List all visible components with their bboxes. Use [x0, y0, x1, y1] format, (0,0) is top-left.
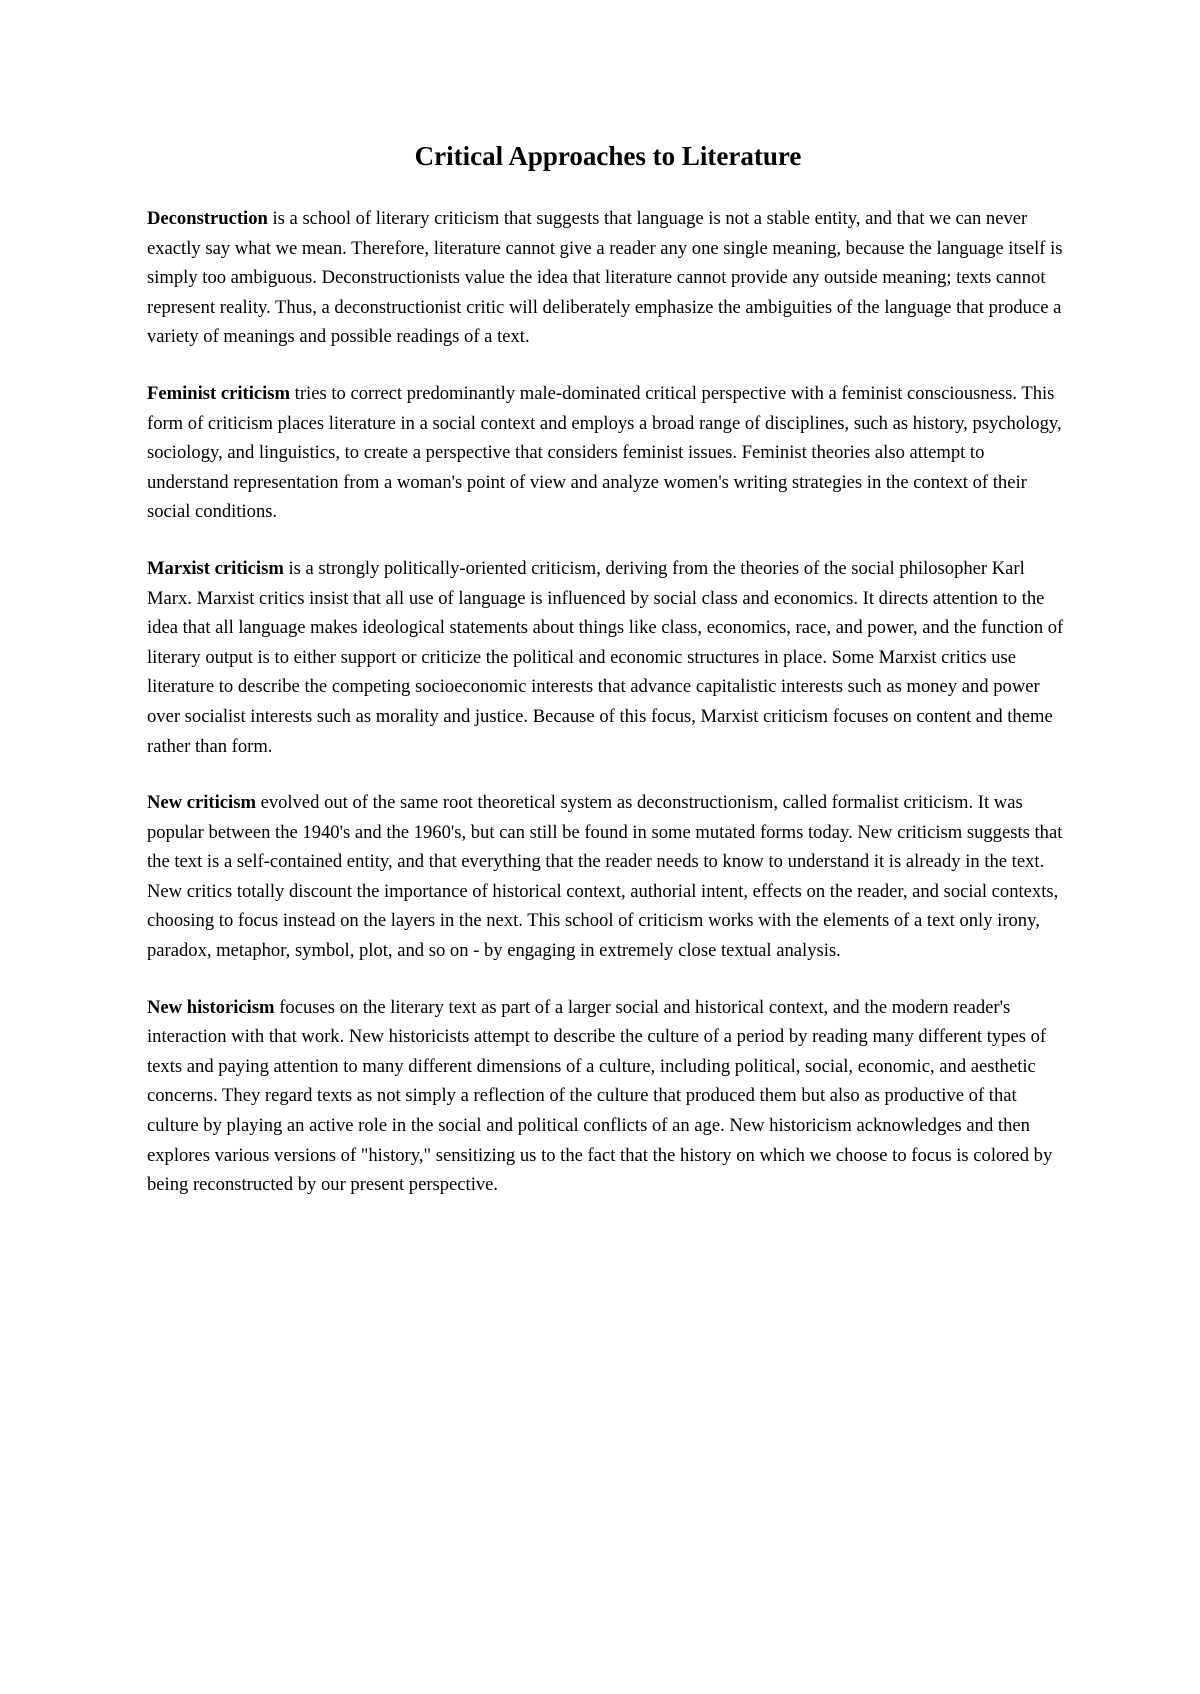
- section-new-historicism-text: focuses on the literary text as part of a larger social and historical context, and the modern reader's interaction with that work. New historicists attempt to describe the culture of a period by reading many different types of texts and paying attention to many different dimensions of a culture, including political, social, economic, and aesthetic concerns. They regard texts as not simply a reflection of the culture that produced them but also as productive of that culture by playing an active role in the social and political conflicts of an age. New historicism acknowledges and then explores various versions of "history," sensitizing us to the fact that the history on which we choose to focus is colored by being reconstructed by our present perspective.: [147, 996, 1053, 1196]
- term-new-historicism: New historicism: [147, 996, 275, 1018]
- section-feminist-criticism: [147, 379, 1069, 527]
- document-page: [147, 136, 1069, 1227]
- section-marxist-criticism-text: is a strongly politically-oriented criticism, deriving from the theories of the social philosopher Karl Marx. Marxist critics insist that all use of language is influenced by social class and economics. It directs attention to the idea that all language makes ideological statements about things like class, economics, race, and power, and the function of literary output is to either support or criticize the political and economic structures in place. Some Marxist critics use literature to describe the competing socioeconomic interests that advance capitalistic interests such as money and power over socialist interests such as morality and justice. Because of this focus, Marxist criticism focuses on content and theme rather than form.: [147, 557, 1064, 757]
- section-new-criticism-text: evolved out of the same root theoretical system as deconstructionism, called formalist criticism. It was popular between the 1940's and the 1960's, but can still be found in some mutated forms today. New criticism suggests that the text is a self-contained entity, and that everything that the reader needs to know to understand it is already in the text. New critics totally discount the importance of historical context, authorial intent, effects on the reader, and social contexts, choosing to focus instead on the layers in the next. This school of criticism works with the elements of a text only irony, paradox, metaphor, symbol, plot, and so on - by engaging in extremely close textual analysis.: [147, 792, 1063, 962]
- term-new-criticism: New criticism: [147, 792, 256, 814]
- section-new-historicism: [147, 993, 1069, 1200]
- section-new-criticism: [147, 788, 1069, 966]
- term-deconstruction: Deconstruction: [147, 208, 268, 229]
- section-feminist-criticism-text: tries to correct predominantly male-dominated critical perspective with a feminist consciousness. This form of criticism places literature in a social context and employs a broad range of disciplines, such as history, psychology, sociology, and linguistics, to create a perspective that considers feminist issues. Feminist theories also attempt to understand representation from a woman's point of view and analyze women's writing strategies in the context of their social conditions.: [147, 382, 1062, 523]
- section-marxist-criticism: [147, 554, 1069, 761]
- section-deconstruction-text: is a school of literary criticism that suggests that language is not a stable entity, and that we can never exactly say what we mean. Therefore, literature cannot give a reader any one single meaning, because the language itself is simply too ambiguous. Deconstructionists value the idea that literature cannot provide any outside meaning; texts cannot represent reality. Thus, a deconstructionist critic will deliberately emphasize the ambiguities of the language that produce a variety of meanings and possible readings of a text.: [147, 208, 1063, 348]
- section-deconstruction: [147, 204, 1069, 352]
- term-marxist-criticism: Marxist criticism: [147, 557, 284, 579]
- term-feminist-criticism: Feminist criticism: [147, 382, 291, 404]
- document-title: Critical Approaches to Literature: [414, 141, 802, 171]
